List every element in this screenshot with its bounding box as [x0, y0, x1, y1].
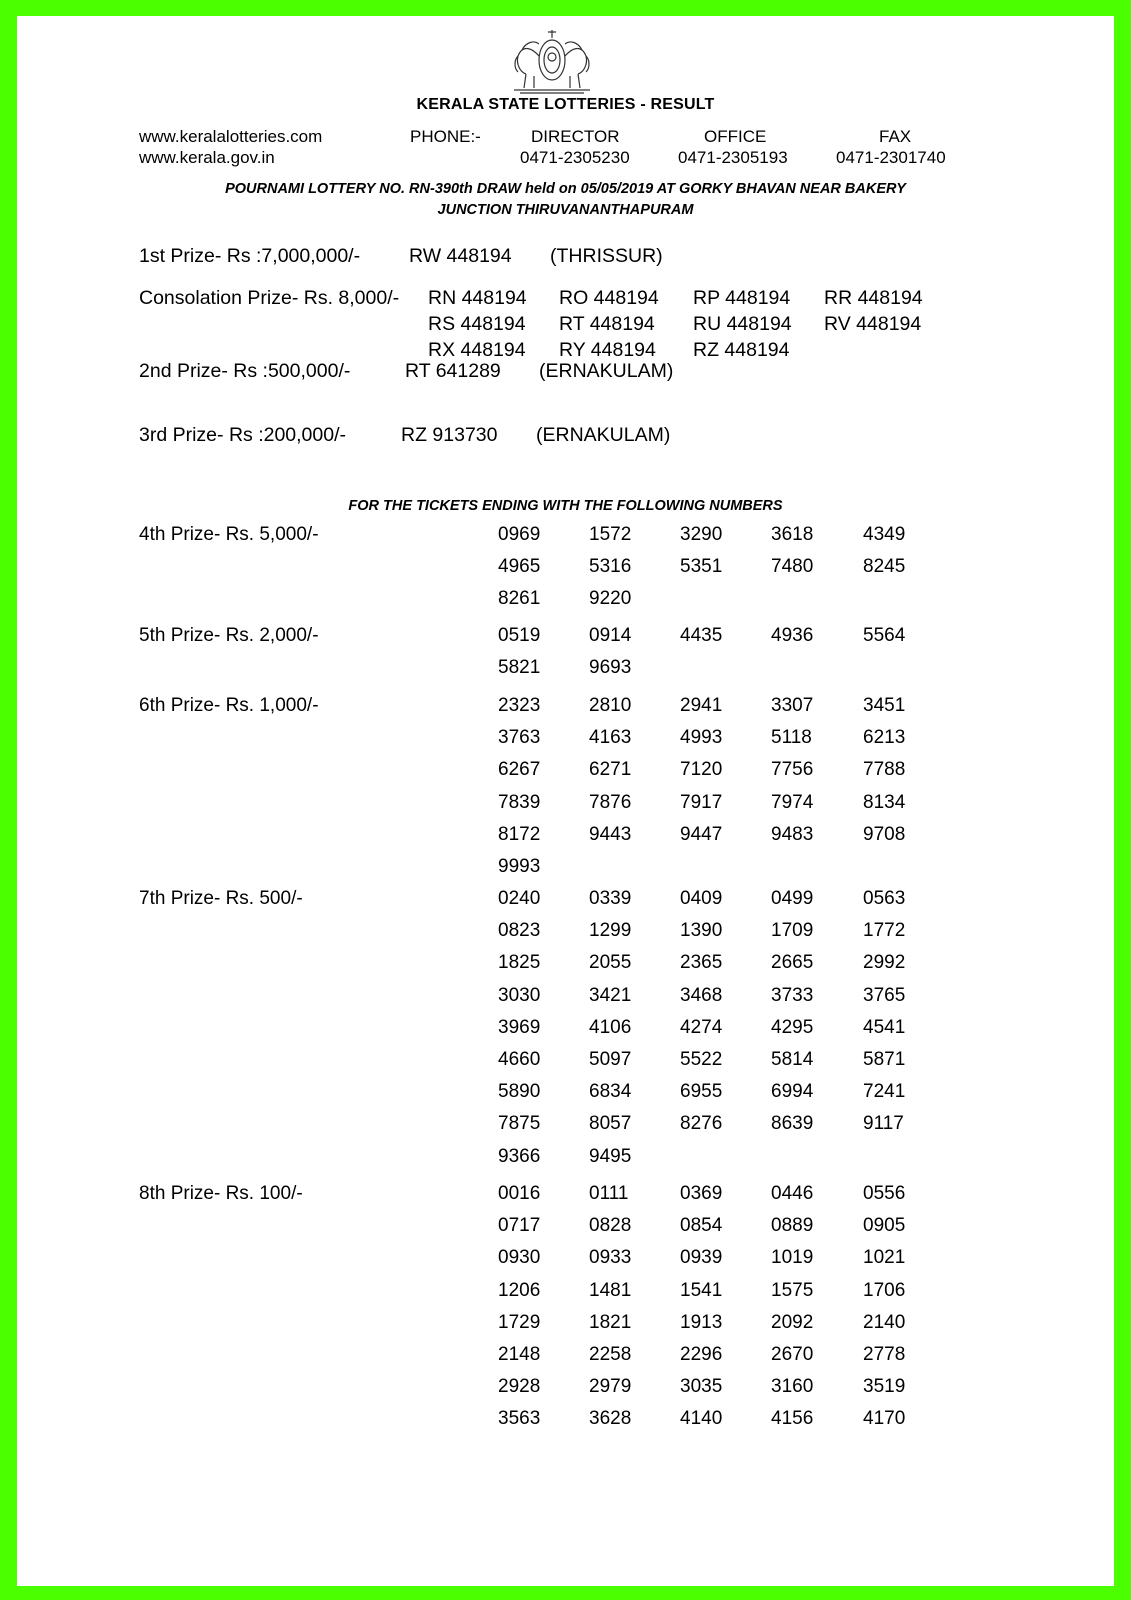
director-phone: 0471-2305230: [520, 148, 630, 167]
winning-number: 4541: [863, 1016, 906, 1038]
winning-number: 1572: [589, 524, 632, 545]
consolation-ticket: RR 448194: [824, 287, 923, 309]
winning-number: 6213: [863, 727, 906, 749]
winning-number: 0339: [589, 888, 632, 909]
winning-number: 7839: [498, 791, 541, 813]
winning-number: 7241: [863, 1081, 906, 1103]
winning-number: 4140: [680, 1408, 723, 1430]
winning-number: 8172: [498, 823, 541, 845]
consolation-ticket: RP 448194: [693, 287, 791, 309]
winning-number: 7974: [771, 791, 814, 813]
winning-number: 5564: [863, 625, 906, 646]
winning-number: 6994: [771, 1081, 814, 1103]
kerala-emblem-icon: [504, 16, 600, 96]
winning-number: 8134: [863, 791, 906, 813]
winning-number: 7480: [771, 556, 814, 578]
winning-number: 0446: [771, 1183, 814, 1204]
winning-number: 9117: [863, 1113, 904, 1135]
winning-number: 5351: [680, 556, 723, 578]
consolation-ticket: RT 448194: [559, 313, 655, 335]
winning-number: 9443: [589, 823, 632, 845]
winning-number: 4965: [498, 556, 541, 578]
winning-number: 3035: [680, 1376, 723, 1398]
fax-number: 0471-2301740: [836, 148, 946, 167]
winning-number: 6267: [498, 759, 541, 781]
winning-number: 5316: [589, 556, 632, 578]
prize-label: 5th Prize- Rs. 2,000/-: [139, 625, 319, 646]
winning-number: 0519: [498, 625, 541, 646]
office-label: OFFICE: [704, 127, 767, 146]
winning-number: 2941: [680, 695, 723, 716]
winning-number: 2258: [589, 1344, 632, 1365]
winning-number: 1021: [863, 1247, 906, 1269]
winning-number: 3468: [680, 984, 723, 1006]
winning-number: 9693: [589, 657, 632, 679]
first-prize-place: (THRISSUR): [550, 245, 663, 267]
winning-number: 8276: [680, 1113, 723, 1135]
winning-number: 0823: [498, 920, 541, 942]
winning-number: 0563: [863, 888, 906, 909]
draw-details-line-1: POURNAMI LOTTERY NO. RN-390th DRAW held on 05/05/2019 AT GORKY BHAVAN NEAR BAKERY: [225, 181, 906, 197]
winning-number: 4163: [589, 727, 632, 749]
consolation-ticket: RS 448194: [428, 313, 526, 335]
first-prize-label: 1st Prize- Rs :7,000,000/-: [139, 245, 361, 267]
ending-numbers-heading: FOR THE TICKETS ENDING WITH THE FOLLOWING NUMBERS: [348, 498, 783, 514]
winning-number: 5890: [498, 1081, 541, 1103]
winning-number: 6955: [680, 1081, 723, 1103]
winning-number: 1825: [498, 952, 541, 974]
winning-number: 2296: [680, 1344, 723, 1365]
consolation-ticket: RY 448194: [559, 339, 656, 361]
winning-number: 5097: [589, 1049, 632, 1070]
winning-number: 1709: [771, 920, 814, 942]
winning-number: 3421: [589, 984, 632, 1006]
second-prize-label: 2nd Prize- Rs :500,000/-: [139, 360, 351, 382]
winning-number: 0969: [498, 524, 541, 545]
winning-number: 0409: [680, 888, 723, 909]
winning-number: 9447: [680, 823, 723, 845]
winning-number: 2810: [589, 695, 632, 716]
winning-number: 7875: [498, 1113, 541, 1135]
winning-number: 1913: [680, 1311, 723, 1333]
second-prize-ticket: RT 641289: [405, 360, 501, 382]
winning-number: 2365: [680, 952, 723, 974]
winning-number: 0828: [589, 1215, 632, 1237]
third-prize-ticket: RZ 913730: [401, 424, 498, 446]
winning-number: 3765: [863, 984, 906, 1006]
winning-number: 3307: [771, 695, 814, 716]
winning-number: 1390: [680, 920, 723, 942]
winning-number: 4156: [771, 1408, 814, 1430]
winning-number: 0930: [498, 1247, 541, 1269]
winning-number: 4435: [680, 625, 723, 646]
winning-number: 1729: [498, 1311, 541, 1333]
winning-number: 2979: [589, 1376, 632, 1398]
winning-number: 1575: [771, 1279, 814, 1301]
consolation-ticket: RZ 448194: [693, 339, 790, 361]
winning-number: 1019: [771, 1247, 814, 1269]
office-phone: 0471-2305193: [678, 148, 788, 167]
winning-number: 1821: [589, 1311, 632, 1333]
consolation-ticket: RN 448194: [428, 287, 527, 309]
second-prize-place: (ERNAKULAM): [539, 360, 674, 382]
winning-number: 3733: [771, 984, 814, 1006]
winning-number: 0240: [498, 888, 541, 909]
winning-number: 2140: [863, 1311, 906, 1333]
winning-number: 0111: [589, 1183, 629, 1204]
winning-number: 9220: [589, 588, 632, 610]
winning-number: 7876: [589, 791, 632, 813]
winning-number: 3290: [680, 524, 723, 545]
winning-number: 1706: [863, 1279, 906, 1301]
consolation-ticket: RV 448194: [824, 313, 922, 335]
consolation-ticket: RX 448194: [428, 339, 526, 361]
winning-number: 2992: [863, 952, 906, 974]
winning-number: 0369: [680, 1183, 723, 1204]
winning-number: 9993: [498, 856, 541, 877]
winning-number: 1299: [589, 920, 632, 942]
winning-number: 3451: [863, 695, 906, 716]
result-sheet: [17, 16, 1114, 1586]
winning-number: 1206: [498, 1279, 541, 1301]
winning-number: 4993: [680, 727, 723, 749]
prize-label: 7th Prize- Rs. 500/-: [139, 888, 303, 909]
winning-number: 4660: [498, 1049, 541, 1070]
website-link-1[interactable]: www.keralalotteries.com: [139, 127, 323, 146]
winning-number: 2323: [498, 695, 541, 716]
prize-label: 8th Prize- Rs. 100/-: [139, 1183, 303, 1204]
winning-number: 8057: [589, 1113, 632, 1135]
winning-number: 3519: [863, 1376, 906, 1398]
winning-number: 4170: [863, 1408, 906, 1430]
winning-number: 3160: [771, 1376, 814, 1398]
winning-number: 2665: [771, 952, 814, 974]
winning-number: 9483: [771, 823, 814, 845]
winning-number: 9495: [589, 1145, 632, 1167]
website-link-2[interactable]: www.kerala.gov.in: [139, 148, 275, 167]
director-label: DIRECTOR: [531, 127, 620, 146]
winning-number: 0889: [771, 1215, 814, 1237]
winning-number: 0933: [589, 1247, 632, 1269]
winning-number: 0939: [680, 1247, 723, 1269]
winning-number: 3969: [498, 1016, 541, 1038]
prize-label: 4th Prize- Rs. 5,000/-: [139, 524, 319, 545]
winning-number: 9366: [498, 1145, 541, 1167]
winning-number: 0905: [863, 1215, 906, 1237]
page-title: KERALA STATE LOTTERIES - RESULT: [416, 96, 715, 113]
third-prize-place: (ERNAKULAM): [536, 424, 671, 446]
winning-number: 7917: [680, 791, 723, 813]
winning-number: 2092: [771, 1311, 814, 1333]
winning-number: 5871: [863, 1049, 906, 1070]
winning-number: 7756: [771, 759, 814, 781]
winning-number: 2055: [589, 952, 632, 974]
winning-number: 2148: [498, 1344, 541, 1365]
prize-label: 6th Prize- Rs. 1,000/-: [139, 695, 319, 716]
winning-number: 3628: [589, 1408, 632, 1430]
draw-details-line-2: JUNCTION THIRUVANANTHAPURAM: [437, 202, 694, 218]
winning-number: 9708: [863, 823, 906, 845]
winning-number: 3030: [498, 984, 541, 1006]
winning-number: 5522: [680, 1049, 723, 1070]
winning-number: 2928: [498, 1376, 541, 1398]
winning-number: 3618: [771, 524, 814, 545]
winning-number: 4274: [680, 1016, 723, 1038]
winning-number: 0016: [498, 1183, 541, 1204]
winning-number: 2778: [863, 1344, 906, 1365]
winning-number: 2670: [771, 1344, 814, 1365]
winning-number: 5118: [771, 727, 812, 749]
fax-label: FAX: [879, 127, 912, 146]
winning-number: 4936: [771, 625, 814, 646]
winning-number: 5821: [498, 657, 541, 679]
first-prize-ticket: RW 448194: [409, 245, 512, 267]
third-prize-label: 3rd Prize- Rs :200,000/-: [139, 424, 347, 446]
phone-label: PHONE:-: [410, 127, 481, 146]
consolation-prize-label: Consolation Prize- Rs. 8,000/-: [139, 287, 400, 309]
winning-number: 5814: [771, 1049, 814, 1070]
winning-number: 4106: [589, 1016, 632, 1038]
winning-number: 1772: [863, 920, 906, 942]
winning-number: 0854: [680, 1215, 723, 1237]
winning-number: 7788: [863, 759, 906, 781]
winning-number: 7120: [680, 759, 723, 781]
winning-number: 0717: [498, 1215, 541, 1237]
winning-number: 3763: [498, 727, 541, 749]
winning-number: 4349: [863, 524, 906, 545]
winning-number: 1541: [680, 1279, 723, 1301]
winning-number: 3563: [498, 1408, 541, 1430]
winning-number: 8639: [771, 1113, 814, 1135]
winning-number: 1481: [589, 1279, 632, 1301]
winning-number: 4295: [771, 1016, 814, 1038]
winning-number: 0499: [771, 888, 814, 909]
consolation-ticket: RO 448194: [559, 287, 659, 309]
winning-number: 8261: [498, 588, 541, 610]
consolation-ticket: RU 448194: [693, 313, 792, 335]
winning-number: 6271: [589, 759, 632, 781]
winning-number: 6834: [589, 1081, 632, 1103]
winning-number: 0556: [863, 1183, 906, 1204]
winning-number: 0914: [589, 625, 632, 646]
winning-number: 8245: [863, 556, 906, 578]
